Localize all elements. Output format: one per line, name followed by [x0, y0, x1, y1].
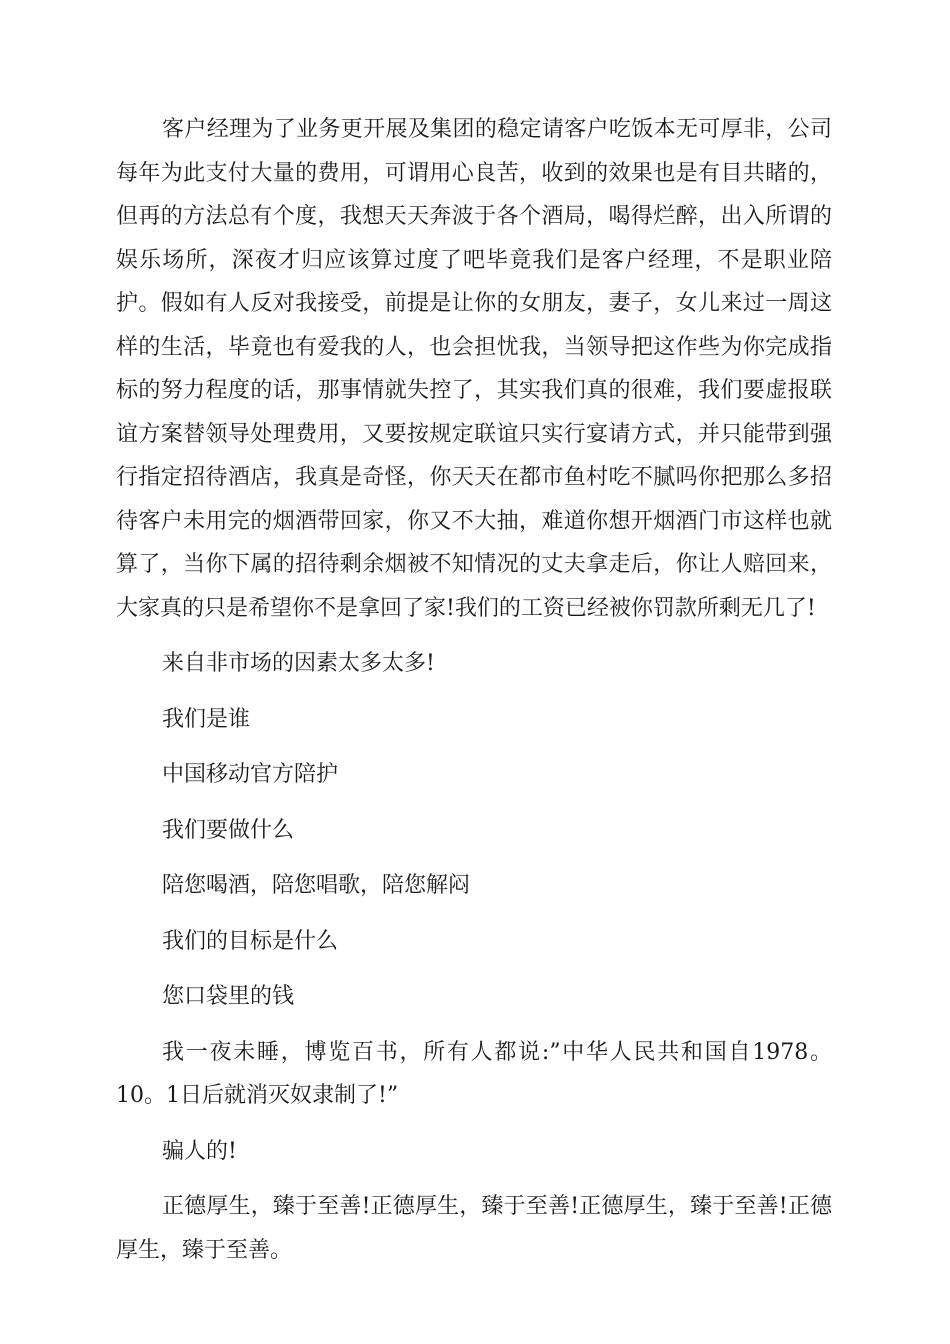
paragraph-7: 我们的目标是什么: [162, 928, 339, 954]
paragraph-8: 您口袋里的钱: [162, 984, 295, 1009]
paragraph-3: 我们是谁: [162, 706, 251, 732]
paragraph-1: 客户经理为了业务更开展及集团的稳定请客户吃饭本无可厚非，公司每年为此支付大量的费用，可谓用心良苦，收到的效果也是有目共睹的，但再的方法总有个度，我想天天奔波于各个酒局，喝得烂醉，出入所谓的娱乐场所，深夜才归应该算过度了吧毕竟我们是客户经理，不是职业陪护。假如有人反对我接受，前提是让你的女朋友，妻子，女儿来过一周这样的生活，毕竟也有爱我的人，也会担忧我，当领导把这作些为你完成指标的努力程度的话，那事情就失控了，其实我们真的很难，我们要虚报联谊方案替领导处理费用，又要按规定联谊只实行宴请方式，并只能带到强行指定招待酒店，我真是奇怪，你天天在都市鱼村吃不腻吗你把那么多招待客户未用完的烟酒带回家，你又不大抽，难道你想开烟酒门市这样也就算了，当你下属的招待剩余烟被不知情况的丈夫拿走后，你让人赔回来，大家真的只是希望你不是拿回了家!我们的工资已经被你罚款所剩无几了!: [116, 117, 832, 621]
paragraph-4: 中国移动官方陪护: [162, 762, 339, 787]
paragraph-9: 我一夜未睡，博览百书，所有人都说:”中华人民共和国自1978。10。1日后就消灭奴隶制了!”: [116, 1039, 832, 1108]
paragraph-11: 正德厚生，臻于至善!正德厚生，臻于至善!正德厚生，臻于至善!正德厚生，臻于至善。: [116, 1194, 832, 1263]
paragraph-6: 陪您喝酒，陪您唱歌，陪您解闷: [162, 873, 471, 898]
paragraph-2: 来自非市场的因素太多太多!: [162, 651, 435, 676]
paragraph-10: 骗人的!: [162, 1138, 237, 1164]
paragraph-5: 我们要做什么: [162, 817, 295, 843]
document-body: [116, 108, 832, 1272]
